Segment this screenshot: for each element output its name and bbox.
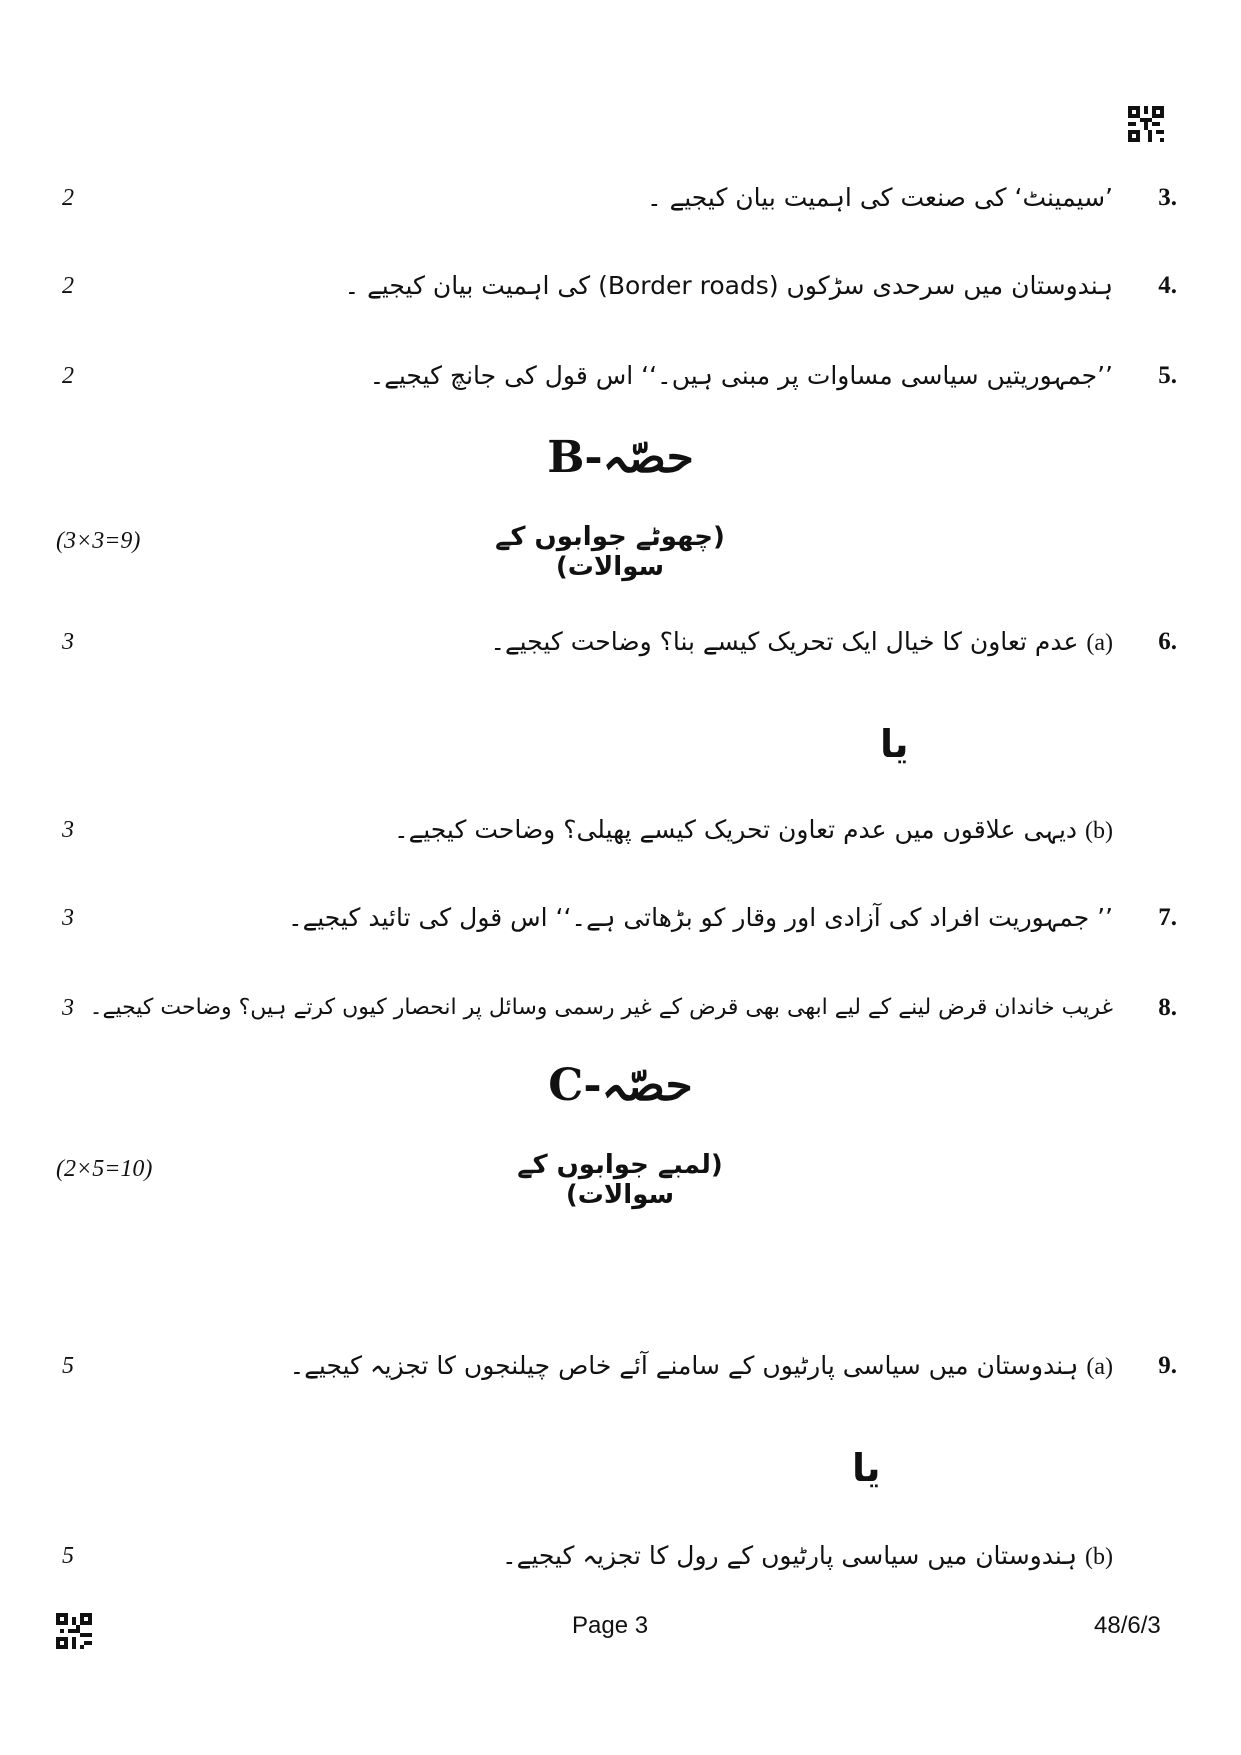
question-marks: 3: [62, 817, 74, 843]
question-text: ’’ جمہوریت افراد کی آزادی اور وقار کو بڑھاتی ہے۔‘‘ اس قول کی تائید کیجیے۔: [287, 903, 1113, 932]
question-marks: 5: [62, 1353, 74, 1379]
option-text: ہندوستان میں سیاسی پارٹیوں کے رول کا تجزیہ کیجیے۔: [502, 1541, 1078, 1570]
section-b-title: حصّہ-B: [547, 432, 694, 483]
section-b-marks-formula: (3×3=9): [56, 528, 141, 554]
option-label: (b): [1085, 1544, 1113, 1570]
question-5-row: [0, 356, 1241, 396]
question-number: 9.: [1158, 1352, 1177, 1379]
question-number: 5.: [1158, 362, 1177, 389]
option-label: (a): [1086, 1354, 1113, 1380]
question-text: [394, 810, 1113, 851]
question-8-row: [0, 988, 1241, 1028]
page-number: Page 3: [572, 1612, 649, 1639]
or-separator: یا: [880, 722, 909, 766]
question-marks: 5: [62, 1543, 74, 1569]
question-text: ہندوستان میں سرحدی سڑکوں (Border roads) کی اہمیت بیان کیجیے ۔: [344, 271, 1113, 300]
option-text: عدم تعاون کا خیال ایک تحریک کیسے بنا؟ وضاحت کیجیے۔: [490, 627, 1079, 656]
option-label: (b): [1085, 818, 1113, 844]
question-9a-row: [0, 1346, 1241, 1386]
question-marks: 3: [62, 629, 74, 655]
or-separator: یا: [852, 1446, 881, 1490]
section-c-title: حصّہ-C: [548, 1060, 693, 1111]
question-marks: 3: [62, 905, 74, 931]
question-marks: 2: [62, 273, 74, 299]
question-9b-row: [0, 1536, 1241, 1576]
question-marks: 3: [62, 995, 74, 1021]
question-number: 7.: [1158, 904, 1177, 931]
question-7-row: [0, 898, 1241, 938]
section-c-marks-formula: (2×5=10): [56, 1156, 153, 1182]
question-number: 8.: [1158, 994, 1177, 1021]
question-4-row: [0, 266, 1241, 306]
option-text: ہندوستان میں سیاسی پارٹیوں کے سامنے آئے خاص چیلنجوں کا تجزیہ کیجیے۔: [289, 1351, 1079, 1380]
question-text: [502, 1536, 1113, 1577]
question-text: [290, 1346, 1113, 1387]
question-6a-row: [0, 622, 1241, 662]
option-text: دیہی علاقوں میں عدم تعاون تحریک کیسے پھیلی؟ وضاحت کیجیے۔: [393, 815, 1078, 844]
question-text: ’’جمہوریتیں سیاسی مساوات پر مبنی ہیں۔‘‘ اس قول کی جانچ کیجیے۔: [369, 361, 1113, 390]
question-marks: 2: [62, 185, 74, 211]
section-c-subtitle: (لمبے جوابوں کے سوالات): [517, 1150, 723, 1210]
question-text: ’سیمینٹ‘ کی صنعت کی اہمیت بیان کیجیے ۔: [646, 183, 1113, 212]
section-b-subtitle: (چھوٹے جوابوں کے سوالات): [495, 522, 725, 582]
question-number: 3.: [1158, 184, 1177, 211]
question-text: غریب خاندان قرض لینے کے لیے ابھی بھی قرض کے غیر رسمی وسائل پر انحصار کیوں کرتے ہیں؟ وضاحت کیجیے۔: [89, 995, 1113, 1020]
question-text: [490, 622, 1113, 663]
question-marks: 2: [62, 363, 74, 389]
option-label: (a): [1086, 630, 1113, 656]
qr-code-icon: [56, 1613, 92, 1649]
question-6b-row: [0, 810, 1241, 850]
qr-code-icon: [1128, 106, 1164, 142]
question-number: 4.: [1158, 272, 1177, 299]
paper-code: 48/6/3: [1094, 1612, 1161, 1639]
question-number: 6.: [1158, 628, 1177, 655]
question-3-row: [0, 178, 1241, 218]
